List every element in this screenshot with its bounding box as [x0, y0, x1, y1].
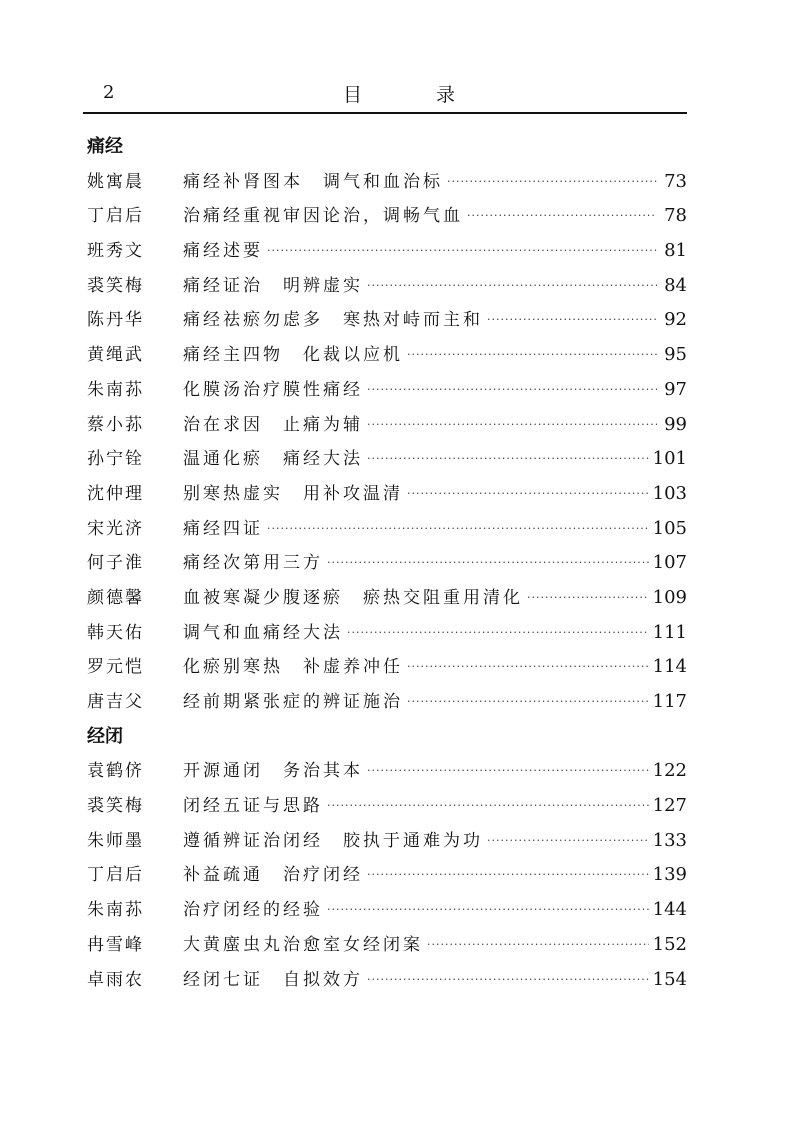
dot-leader — [367, 373, 657, 408]
entry-page: 127 — [652, 795, 687, 817]
entry-page: 81 — [664, 240, 687, 262]
entry-page: 97 — [664, 378, 687, 400]
entry-author: 孙宁铨 — [87, 449, 144, 470]
dot-leader — [487, 824, 649, 859]
entry-title: 痛经次第用三方 — [183, 553, 323, 574]
toc-entry[interactable] — [87, 269, 687, 304]
entry-author: 朱南荪 — [87, 900, 144, 921]
entry-title: 痛经补肾图本 调气和血治标 — [183, 171, 443, 192]
entry-title: 痛经主四物 化裁以应机 — [183, 345, 403, 366]
toc-entry[interactable] — [87, 754, 687, 789]
entry-title: 闭经五证与思路 — [183, 796, 323, 817]
entry-title: 化膜汤治疗膜性痛经 — [183, 379, 363, 400]
entry-author: 宋光济 — [87, 518, 144, 539]
entry-page: 101 — [652, 448, 687, 470]
toc-entry[interactable] — [87, 650, 687, 685]
entry-author: 朱南荪 — [87, 379, 144, 400]
toc-entry[interactable] — [87, 512, 687, 547]
toc-entry[interactable] — [87, 199, 687, 234]
entry-page: 78 — [664, 205, 687, 227]
page-number: 2 — [103, 82, 115, 103]
header-rule — [83, 112, 687, 114]
dot-leader — [347, 616, 649, 651]
toc-entry[interactable] — [87, 581, 687, 616]
dot-leader — [427, 928, 649, 963]
entry-author: 卓雨农 — [87, 969, 144, 990]
entry-author: 裘笑梅 — [87, 275, 144, 296]
header-title: 目 录 — [343, 84, 490, 106]
toc-entry[interactable] — [87, 928, 687, 963]
entry-author: 袁鹤侪 — [87, 761, 144, 782]
toc-entry[interactable] — [87, 165, 687, 200]
entry-title: 经前期紧张症的辨证施治 — [183, 692, 403, 712]
entry-title: 开源通闭 务治其本 — [183, 761, 363, 782]
entry-title: 补益疏通 治疗闭经 — [183, 865, 363, 886]
toc-entry[interactable] — [87, 858, 687, 893]
dot-leader — [267, 512, 649, 547]
dot-leader — [327, 893, 649, 928]
entry-author: 姚寓晨 — [87, 171, 144, 192]
entry-page: 95 — [664, 344, 687, 366]
entry-page: 139 — [652, 864, 687, 886]
entry-page: 114 — [652, 656, 687, 678]
toc-entry[interactable] — [87, 789, 687, 824]
entry-page: 105 — [652, 517, 687, 539]
entry-author: 唐吉父 — [87, 692, 144, 712]
entry-page: 107 — [652, 552, 687, 574]
entry-title: 经闭七证 自拟效方 — [183, 969, 363, 990]
toc-entry[interactable] — [87, 963, 687, 998]
entry-title: 痛经证治 明辨虚实 — [183, 275, 363, 296]
dot-leader — [407, 650, 649, 685]
entry-author: 丁启后 — [87, 865, 144, 886]
dot-leader — [367, 408, 657, 443]
entry-author: 丁启后 — [87, 206, 144, 227]
toc-entry[interactable] — [87, 442, 687, 477]
entry-author: 黄绳武 — [87, 345, 144, 366]
dot-leader — [367, 858, 649, 893]
toc-entry[interactable] — [87, 616, 687, 651]
entry-page: 117 — [652, 691, 687, 712]
dot-leader — [367, 754, 649, 789]
dot-leader — [447, 165, 657, 200]
running-header — [83, 80, 687, 110]
entry-author: 班秀文 — [87, 241, 144, 262]
entry-page: 84 — [664, 274, 687, 296]
entry-title: 化瘀别寒热 补虚养冲任 — [183, 657, 403, 678]
toc-entry[interactable] — [87, 685, 687, 720]
dot-leader — [407, 685, 649, 720]
section-heading: 痛经 — [87, 136, 123, 157]
entry-author: 何子淮 — [87, 553, 144, 574]
toc-entry[interactable] — [87, 234, 687, 269]
entry-title: 温通化瘀 痛经大法 — [183, 449, 363, 470]
entry-page: 73 — [664, 170, 687, 192]
entry-title: 调气和血痛经大法 — [183, 622, 343, 643]
toc-entry[interactable] — [87, 303, 687, 338]
entry-author: 颜德馨 — [87, 587, 144, 608]
entry-author: 韩天佑 — [87, 622, 144, 643]
entry-page: 133 — [652, 829, 687, 851]
dot-leader — [407, 338, 657, 373]
dot-leader — [407, 477, 649, 512]
entry-title: 遵循辨证治闭经 胶执于通难为功 — [183, 830, 483, 851]
dot-leader — [367, 963, 649, 998]
dot-leader — [487, 303, 657, 338]
table-of-contents — [87, 130, 687, 997]
entry-page: 152 — [652, 933, 687, 955]
entry-author: 沈仲理 — [87, 483, 144, 504]
entry-page: 122 — [652, 760, 687, 782]
dot-leader — [467, 199, 657, 234]
entry-author: 蔡小荪 — [87, 414, 144, 435]
entry-page: 154 — [652, 968, 687, 990]
toc-entry[interactable] — [87, 338, 687, 373]
entry-title: 别寒热虚实 用补攻温清 — [183, 483, 403, 504]
toc-entry[interactable] — [87, 408, 687, 443]
entry-title: 痛经四证 — [183, 518, 263, 539]
entry-author: 罗元恺 — [87, 657, 144, 678]
entry-author: 裘笑梅 — [87, 796, 144, 817]
dot-leader — [527, 581, 649, 616]
dot-leader — [327, 789, 649, 824]
entry-title: 治疗闭经的经验 — [183, 900, 323, 921]
toc-entry[interactable] — [87, 477, 687, 512]
entry-title: 治痛经重视审因论治，调畅气血 — [183, 206, 463, 227]
entry-title: 治在求因 止痛为辅 — [183, 414, 363, 435]
toc-entry[interactable] — [87, 824, 687, 859]
dot-leader — [327, 546, 649, 581]
entry-title: 血被寒凝少腹逐瘀 瘀热交阻重用清化 — [183, 587, 523, 608]
entry-page: 109 — [652, 586, 687, 608]
entry-page: 92 — [664, 309, 687, 331]
toc-entry[interactable] — [87, 893, 687, 928]
entry-page: 144 — [652, 899, 687, 921]
toc-entry[interactable] — [87, 373, 687, 408]
entry-title: 大黄䗪虫丸治愈室女经闭案 — [183, 934, 423, 955]
entry-author: 朱师墨 — [87, 830, 144, 851]
entry-title: 痛经祛瘀勿虑多 寒热对峙而主和 — [183, 310, 483, 331]
entry-page: 103 — [652, 482, 687, 504]
dot-leader — [367, 442, 649, 477]
entry-title: 痛经述要 — [183, 241, 263, 262]
entry-page: 111 — [652, 621, 687, 643]
dot-leader — [267, 234, 657, 269]
entry-author: 冉雪峰 — [87, 934, 144, 955]
entry-author: 陈丹华 — [87, 310, 144, 331]
entry-page: 99 — [664, 413, 687, 435]
toc-entry[interactable] — [87, 546, 687, 581]
dot-leader — [367, 269, 657, 304]
section-heading: 经闭 — [87, 725, 123, 747]
